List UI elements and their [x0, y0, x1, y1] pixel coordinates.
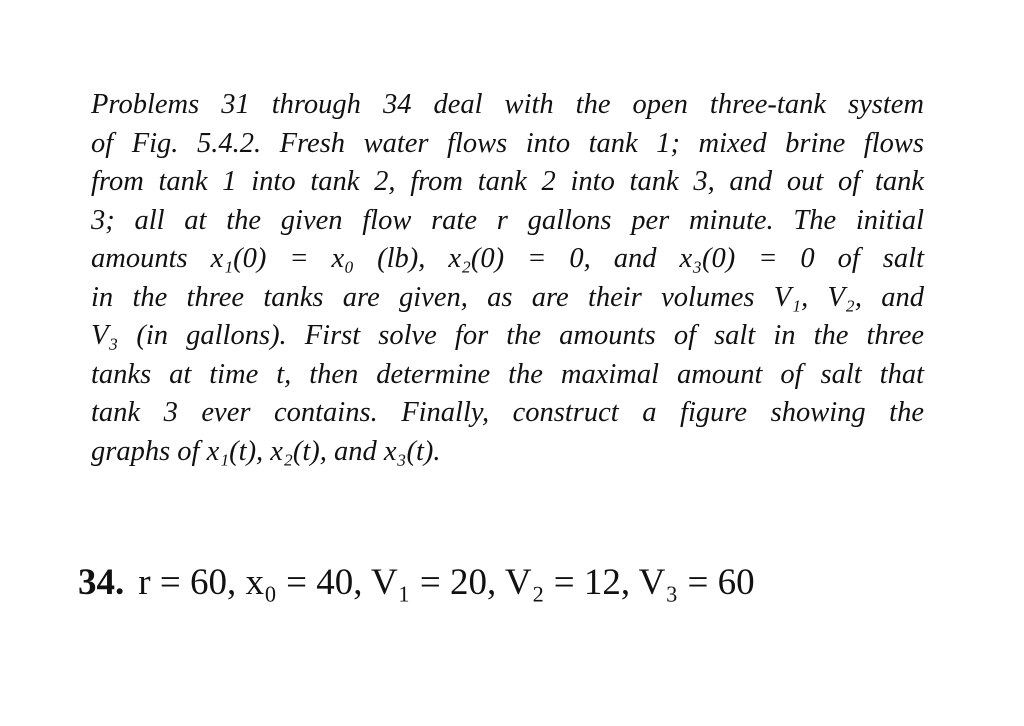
- intro-line-6: in the three tanks are given, as are their volumes V₁, V₂, and: [91, 281, 924, 313]
- intro-line-1: Problems 31 through 34 deal with the open three-tank system: [91, 89, 924, 120]
- intro-line-8: tanks at time t, then determine the maximal amount of salt that: [91, 358, 924, 390]
- intro-line-7: V₃ (in gallons). First solve for the amounts of salt in the three: [91, 320, 924, 351]
- intro-line-3: from tank 1 into tank 2, from tank 2 into tank 3, and out of tank: [91, 166, 924, 197]
- intro-line-5: amounts x₁(0) = x₀ (lb), x₂(0) = 0, and x₃(0) = 0 of salt: [91, 243, 924, 274]
- intro-line-10: graphs of x₁(t), x₂(t), and x₃(t).: [91, 435, 441, 467]
- intro-line-9: tank 3 ever contains. Finally, construct a figure showing the: [91, 397, 924, 428]
- problem-equation: r = 60, x₀ = 40, V₁ = 20, V₂ = 12, V₃ = 60: [138, 562, 755, 603]
- intro-line-2: of Fig. 5.4.2. Fresh water flows into tank 1; mixed brine flows: [91, 127, 924, 159]
- problem-number: 34.: [78, 562, 125, 603]
- intro-line-4: 3; all at the given flow rate r gallons per minute. The initial: [91, 204, 924, 236]
- problem-set-intro: [91, 86, 924, 471]
- problem-34: [78, 560, 755, 606]
